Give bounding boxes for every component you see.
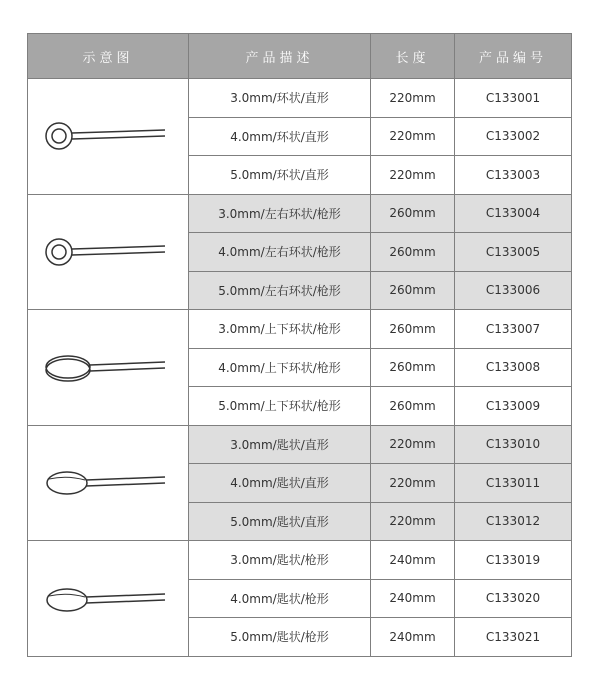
product-length: 220mm <box>371 464 455 503</box>
product-spec-table <box>27 33 572 657</box>
product-description: 5.0mm/左右环状/枪形 <box>189 271 371 310</box>
product-description: 4.0mm/环状/直形 <box>189 117 371 156</box>
table-header-row <box>28 34 572 79</box>
product-description: 5.0mm/匙状/直形 <box>189 502 371 541</box>
product-code: C133019 <box>455 541 572 580</box>
spoon-straight-icon <box>43 463 173 503</box>
product-length: 260mm <box>371 387 455 426</box>
diagram-cell <box>28 79 189 195</box>
product-code: C133003 <box>455 156 572 195</box>
product-code: C133008 <box>455 348 572 387</box>
product-length: 260mm <box>371 194 455 233</box>
product-code: C133006 <box>455 271 572 310</box>
product-length: 260mm <box>371 271 455 310</box>
product-code: C133021 <box>455 618 572 657</box>
product-length: 220mm <box>371 79 455 118</box>
product-code: C133004 <box>455 194 572 233</box>
product-description: 3.0mm/匙状/直形 <box>189 425 371 464</box>
product-code: C133002 <box>455 117 572 156</box>
product-length: 220mm <box>371 502 455 541</box>
product-length: 220mm <box>371 156 455 195</box>
product-description: 3.0mm/环状/直形 <box>189 79 371 118</box>
product-description: 4.0mm/左右环状/枪形 <box>189 233 371 272</box>
header-description: 产品描述 <box>189 34 371 79</box>
product-description: 4.0mm/上下环状/枪形 <box>189 348 371 387</box>
diagram-cell <box>28 425 189 541</box>
spoon-gun-icon <box>43 578 173 618</box>
product-code: C133009 <box>455 387 572 426</box>
product-length: 240mm <box>371 579 455 618</box>
header-diagram: 示意图 <box>28 34 189 79</box>
product-length: 240mm <box>371 541 455 580</box>
product-code: C133007 <box>455 310 572 349</box>
vertical-ring-icon <box>43 347 173 387</box>
product-description: 5.0mm/环状/直形 <box>189 156 371 195</box>
product-code: C133001 <box>455 79 572 118</box>
product-description: 3.0mm/上下环状/枪形 <box>189 310 371 349</box>
product-description: 3.0mm/匙状/枪形 <box>189 541 371 580</box>
product-description: 5.0mm/上下环状/枪形 <box>189 387 371 426</box>
product-code: C133010 <box>455 425 572 464</box>
product-length: 240mm <box>371 618 455 657</box>
product-description: 3.0mm/左右环状/枪形 <box>189 194 371 233</box>
product-description: 4.0mm/匙状/枪形 <box>189 579 371 618</box>
product-length: 260mm <box>371 348 455 387</box>
product-code: C133011 <box>455 464 572 503</box>
product-length: 220mm <box>371 425 455 464</box>
table-row <box>28 310 572 349</box>
ring-straight-icon <box>43 116 173 156</box>
product-code: C133012 <box>455 502 572 541</box>
product-description: 4.0mm/匙状/直形 <box>189 464 371 503</box>
diagram-cell <box>28 310 189 426</box>
table-row <box>28 194 572 233</box>
product-length: 260mm <box>371 233 455 272</box>
product-length: 220mm <box>371 117 455 156</box>
product-code: C133005 <box>455 233 572 272</box>
header-product-code: 产品编号 <box>455 34 572 79</box>
product-description: 5.0mm/匙状/枪形 <box>189 618 371 657</box>
table-row <box>28 425 572 464</box>
header-length: 长度 <box>371 34 455 79</box>
diagram-cell <box>28 194 189 310</box>
ring-gun-icon <box>43 232 173 272</box>
table-row <box>28 79 572 118</box>
table-row <box>28 541 572 580</box>
product-length: 260mm <box>371 310 455 349</box>
diagram-cell <box>28 541 189 657</box>
product-code: C133020 <box>455 579 572 618</box>
